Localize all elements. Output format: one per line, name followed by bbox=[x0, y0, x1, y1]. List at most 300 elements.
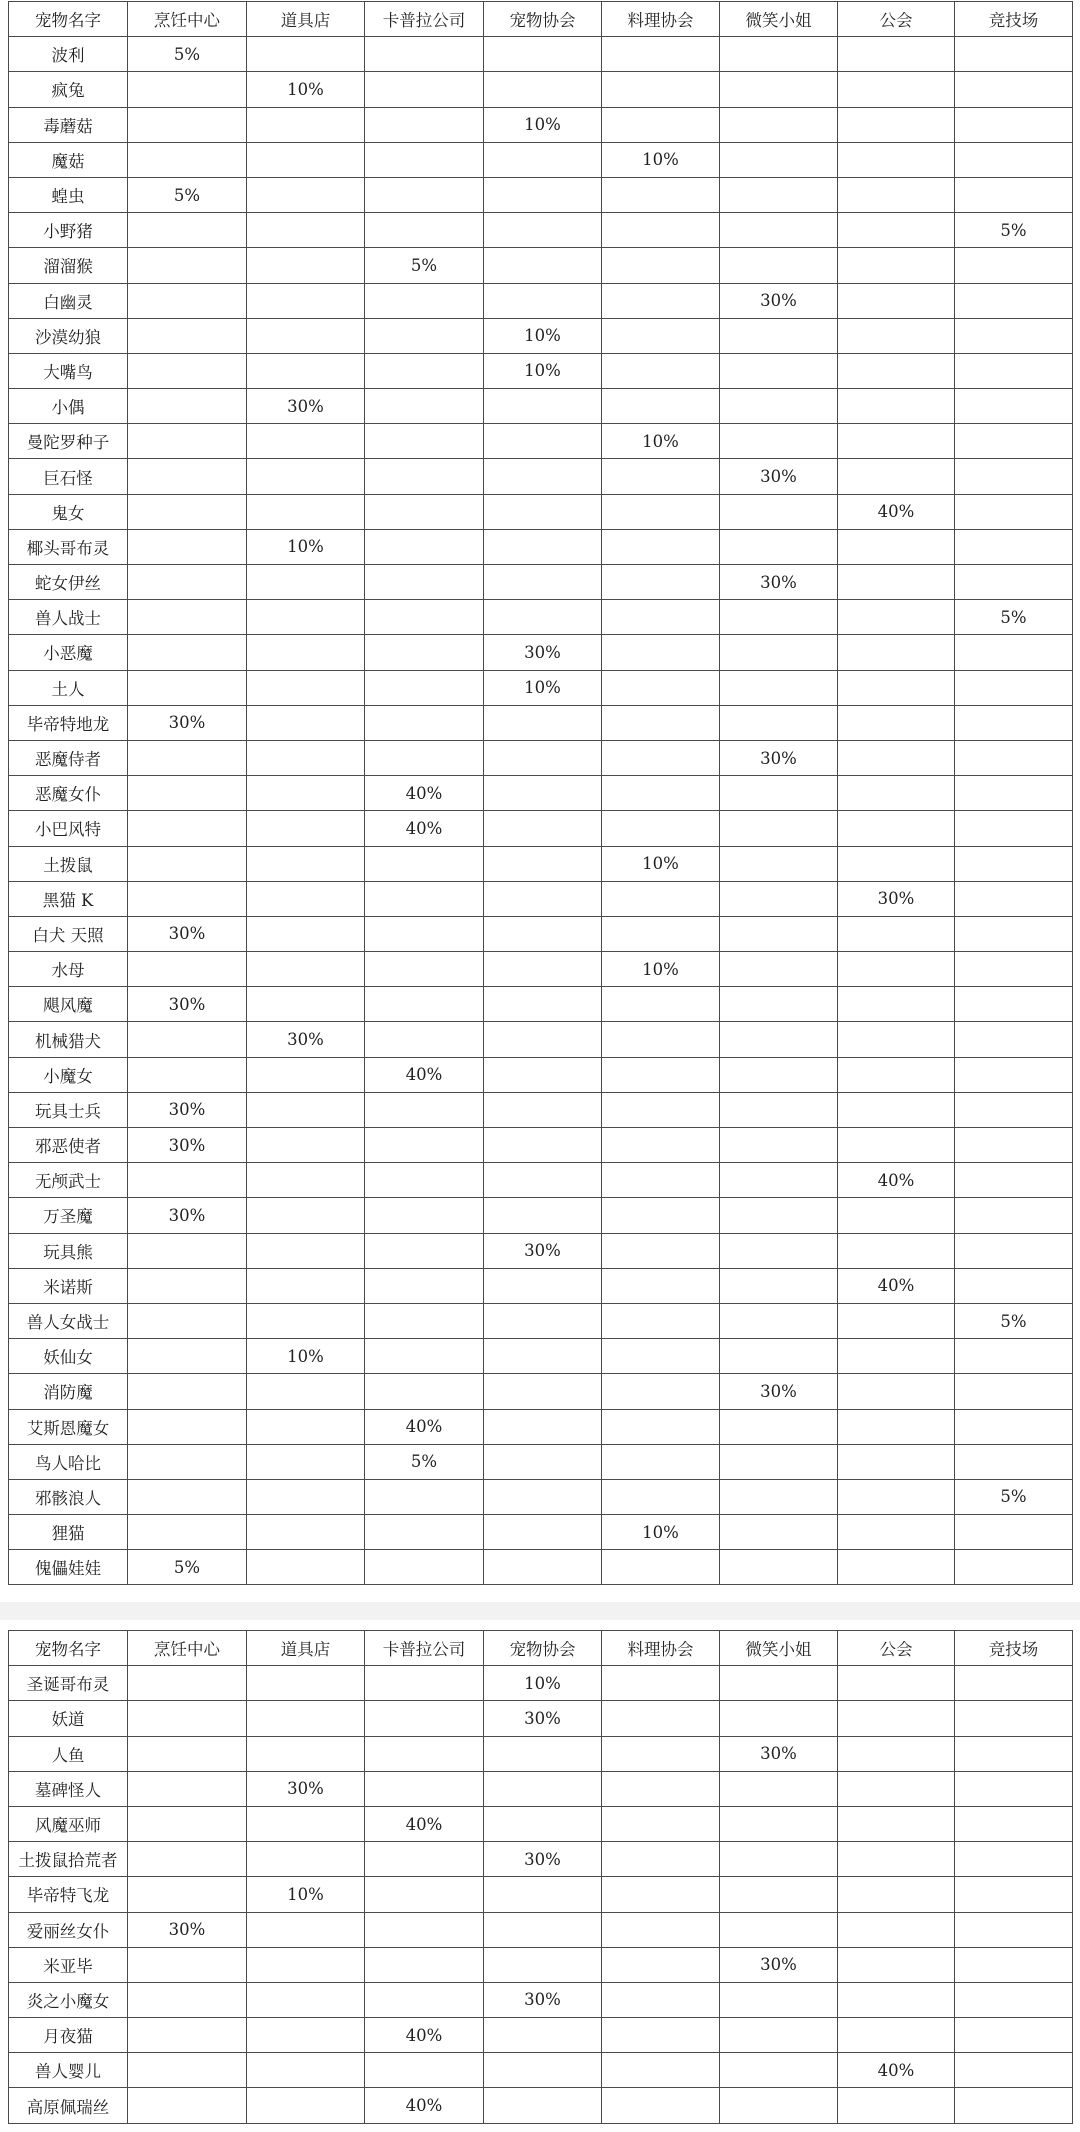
rate-cell bbox=[247, 1479, 365, 1514]
rate-cell bbox=[128, 1806, 247, 1841]
pet-table-2 bbox=[8, 1630, 1073, 2124]
rate-cell bbox=[955, 142, 1073, 177]
rate-cell: 10% bbox=[484, 353, 602, 388]
rate-cell bbox=[365, 529, 484, 564]
rate-cell: 5% bbox=[365, 248, 484, 283]
rate-cell bbox=[602, 353, 720, 388]
pet-name-cell: 艾斯恩魔女 bbox=[9, 1409, 128, 1444]
rate-cell bbox=[365, 987, 484, 1022]
rate-cell bbox=[955, 1666, 1073, 1701]
rate-cell bbox=[484, 1912, 602, 1947]
rate-cell bbox=[955, 1842, 1073, 1877]
pet-name-cell: 无颅武士 bbox=[9, 1163, 128, 1198]
rate-cell bbox=[838, 740, 955, 775]
column-header: 烹饪中心 bbox=[128, 2, 247, 37]
pet-name-cell: 邪恶使者 bbox=[9, 1128, 128, 1163]
rate-cell bbox=[128, 1771, 247, 1806]
table-row bbox=[9, 811, 1073, 846]
rate-cell bbox=[720, 494, 838, 529]
rate-cell bbox=[720, 1771, 838, 1806]
rate-cell: 30% bbox=[128, 1092, 247, 1127]
rate-cell bbox=[838, 142, 955, 177]
table-row bbox=[9, 881, 1073, 916]
rate-cell bbox=[365, 459, 484, 494]
table-row bbox=[9, 987, 1073, 1022]
table-row bbox=[9, 2053, 1073, 2088]
rate-cell bbox=[247, 318, 365, 353]
rate-cell bbox=[838, 1374, 955, 1409]
table-row bbox=[9, 1409, 1073, 1444]
rate-cell bbox=[602, 2053, 720, 2088]
rate-cell bbox=[720, 1666, 838, 1701]
column-header: 卡普拉公司 bbox=[365, 1631, 484, 1666]
rate-cell bbox=[247, 1666, 365, 1701]
rate-cell: 10% bbox=[602, 142, 720, 177]
pet-name-cell: 大嘴鸟 bbox=[9, 353, 128, 388]
rate-cell bbox=[128, 72, 247, 107]
table-row bbox=[9, 1842, 1073, 1877]
rate-cell bbox=[602, 529, 720, 564]
table-row bbox=[9, 37, 1073, 72]
rate-cell bbox=[602, 1912, 720, 1947]
rate-cell bbox=[484, 1806, 602, 1841]
table-row bbox=[9, 1303, 1073, 1338]
table-row bbox=[9, 1912, 1073, 1947]
rate-cell bbox=[720, 1128, 838, 1163]
rate-cell bbox=[602, 811, 720, 846]
rate-cell bbox=[955, 1022, 1073, 1057]
rate-cell bbox=[365, 1479, 484, 1514]
rate-cell bbox=[128, 776, 247, 811]
pet-name-cell: 小偶 bbox=[9, 389, 128, 424]
rate-cell bbox=[365, 1701, 484, 1736]
rate-cell bbox=[365, 424, 484, 459]
rate-cell bbox=[247, 1198, 365, 1233]
rate-cell bbox=[365, 1339, 484, 1374]
rate-cell bbox=[955, 776, 1073, 811]
rate-cell bbox=[247, 424, 365, 459]
rate-cell: 30% bbox=[247, 1771, 365, 1806]
rate-cell bbox=[720, 1550, 838, 1585]
pet-name-cell: 巨石怪 bbox=[9, 459, 128, 494]
rate-cell bbox=[365, 389, 484, 424]
rate-cell bbox=[602, 1550, 720, 1585]
rate-cell bbox=[128, 600, 247, 635]
rate-cell bbox=[955, 881, 1073, 916]
rate-cell bbox=[838, 1128, 955, 1163]
rate-cell bbox=[602, 1374, 720, 1409]
rate-cell: 30% bbox=[484, 635, 602, 670]
rate-cell bbox=[247, 1947, 365, 1982]
pet-table-1 bbox=[8, 1, 1073, 1585]
rate-cell bbox=[365, 1947, 484, 1982]
rate-cell bbox=[720, 2088, 838, 2123]
rate-cell bbox=[602, 318, 720, 353]
rate-cell: 30% bbox=[720, 1947, 838, 1982]
pet-name-cell: 白幽灵 bbox=[9, 283, 128, 318]
table-row bbox=[9, 1806, 1073, 1841]
rate-cell bbox=[720, 705, 838, 740]
column-header: 竞技场 bbox=[955, 1631, 1073, 1666]
rate-cell bbox=[955, 1877, 1073, 1912]
rate-cell bbox=[247, 1233, 365, 1268]
rate-cell: 10% bbox=[484, 1666, 602, 1701]
rate-cell bbox=[838, 1550, 955, 1585]
rate-cell bbox=[484, 72, 602, 107]
rate-cell bbox=[955, 670, 1073, 705]
rate-cell bbox=[128, 459, 247, 494]
rate-cell bbox=[247, 705, 365, 740]
rate-cell bbox=[602, 1666, 720, 1701]
rate-cell bbox=[247, 213, 365, 248]
pet-name-cell: 椰头哥布灵 bbox=[9, 529, 128, 564]
column-header: 料理协会 bbox=[602, 1631, 720, 1666]
rate-cell bbox=[128, 1303, 247, 1338]
rate-cell bbox=[484, 1198, 602, 1233]
rate-cell bbox=[128, 424, 247, 459]
rate-cell bbox=[247, 776, 365, 811]
rate-cell bbox=[838, 811, 955, 846]
rate-cell bbox=[128, 846, 247, 881]
column-header: 公会 bbox=[838, 2, 955, 37]
rate-cell: 5% bbox=[955, 600, 1073, 635]
rate-cell bbox=[484, 424, 602, 459]
rate-cell bbox=[838, 1982, 955, 2017]
rate-cell bbox=[602, 670, 720, 705]
rate-cell bbox=[247, 916, 365, 951]
rate-cell bbox=[838, 424, 955, 459]
rate-cell bbox=[128, 494, 247, 529]
pet-name-cell: 魔菇 bbox=[9, 142, 128, 177]
rate-cell: 40% bbox=[365, 1806, 484, 1841]
rate-cell bbox=[602, 916, 720, 951]
rate-cell: 10% bbox=[602, 1515, 720, 1550]
rate-cell bbox=[484, 1444, 602, 1479]
rate-cell bbox=[247, 846, 365, 881]
rate-cell bbox=[838, 1339, 955, 1374]
rate-cell: 30% bbox=[128, 1128, 247, 1163]
table-body bbox=[9, 1666, 1073, 2123]
rate-cell bbox=[720, 1701, 838, 1736]
rate-cell: 30% bbox=[720, 1736, 838, 1771]
rate-cell bbox=[365, 494, 484, 529]
rate-cell: 5% bbox=[128, 37, 247, 72]
rate-cell bbox=[955, 494, 1073, 529]
table-row bbox=[9, 2088, 1073, 2123]
rate-cell bbox=[955, 1409, 1073, 1444]
rate-cell bbox=[365, 1842, 484, 1877]
rate-cell bbox=[365, 1022, 484, 1057]
rate-cell bbox=[955, 72, 1073, 107]
rate-cell bbox=[838, 600, 955, 635]
rate-cell bbox=[247, 37, 365, 72]
rate-cell bbox=[720, 1409, 838, 1444]
rate-cell bbox=[602, 987, 720, 1022]
pet-name-cell: 炎之小魔女 bbox=[9, 1982, 128, 2017]
rate-cell bbox=[247, 142, 365, 177]
table-row bbox=[9, 1666, 1073, 1701]
pet-name-cell: 圣诞哥布灵 bbox=[9, 1666, 128, 1701]
rate-cell bbox=[484, 1479, 602, 1514]
rate-cell bbox=[955, 1947, 1073, 1982]
rate-cell bbox=[720, 846, 838, 881]
rate-cell bbox=[955, 705, 1073, 740]
pet-name-cell: 米诺斯 bbox=[9, 1268, 128, 1303]
rate-cell bbox=[365, 213, 484, 248]
rate-cell bbox=[602, 1479, 720, 1514]
rate-cell bbox=[128, 1877, 247, 1912]
table-row bbox=[9, 1515, 1073, 1550]
rate-cell: 10% bbox=[484, 670, 602, 705]
rate-cell bbox=[128, 1233, 247, 1268]
table-row bbox=[9, 1128, 1073, 1163]
rate-cell bbox=[720, 529, 838, 564]
rate-cell bbox=[365, 1374, 484, 1409]
rate-cell bbox=[128, 2053, 247, 2088]
rate-cell bbox=[720, 213, 838, 248]
rate-cell bbox=[128, 1701, 247, 1736]
rate-cell bbox=[484, 881, 602, 916]
pet-name-cell: 万圣魔 bbox=[9, 1198, 128, 1233]
rate-cell bbox=[838, 318, 955, 353]
rate-cell bbox=[602, 1339, 720, 1374]
column-header: 微笑小姐 bbox=[720, 1631, 838, 1666]
rate-cell bbox=[484, 248, 602, 283]
rate-cell bbox=[365, 37, 484, 72]
rate-cell bbox=[247, 1912, 365, 1947]
rate-cell bbox=[484, 1409, 602, 1444]
rate-cell bbox=[955, 1233, 1073, 1268]
rate-cell: 40% bbox=[838, 1163, 955, 1198]
rate-cell bbox=[720, 1339, 838, 1374]
rate-cell bbox=[484, 1550, 602, 1585]
table-row bbox=[9, 248, 1073, 283]
rate-cell bbox=[247, 459, 365, 494]
rate-cell bbox=[602, 2088, 720, 2123]
rate-cell bbox=[602, 389, 720, 424]
rate-cell bbox=[484, 459, 602, 494]
rate-cell bbox=[484, 1339, 602, 1374]
rate-cell bbox=[720, 1163, 838, 1198]
rate-cell: 30% bbox=[484, 1701, 602, 1736]
rate-cell bbox=[247, 635, 365, 670]
rate-cell bbox=[955, 1912, 1073, 1947]
column-header: 微笑小姐 bbox=[720, 2, 838, 37]
rate-cell: 30% bbox=[128, 705, 247, 740]
rate-cell bbox=[247, 1374, 365, 1409]
rate-cell bbox=[602, 1057, 720, 1092]
pet-name-cell: 曼陀罗种子 bbox=[9, 424, 128, 459]
pet-name-cell: 小魔女 bbox=[9, 1057, 128, 1092]
rate-cell bbox=[720, 318, 838, 353]
rate-cell bbox=[128, 1736, 247, 1771]
table-row bbox=[9, 213, 1073, 248]
rate-cell bbox=[720, 2018, 838, 2053]
rate-cell bbox=[484, 213, 602, 248]
rate-cell bbox=[484, 37, 602, 72]
rate-cell bbox=[484, 1268, 602, 1303]
rate-cell bbox=[838, 1092, 955, 1127]
rate-cell bbox=[365, 318, 484, 353]
rate-cell bbox=[128, 529, 247, 564]
rate-cell bbox=[128, 565, 247, 600]
rate-cell bbox=[955, 987, 1073, 1022]
column-header: 宠物协会 bbox=[484, 2, 602, 37]
rate-cell bbox=[484, 705, 602, 740]
rate-cell bbox=[128, 2018, 247, 2053]
rate-cell bbox=[247, 1736, 365, 1771]
pet-name-cell: 蝗虫 bbox=[9, 177, 128, 212]
rate-cell bbox=[247, 248, 365, 283]
rate-cell bbox=[720, 37, 838, 72]
rate-cell bbox=[247, 1701, 365, 1736]
rate-cell bbox=[955, 740, 1073, 775]
rate-cell bbox=[365, 1233, 484, 1268]
rate-cell: 40% bbox=[365, 2018, 484, 2053]
rate-cell bbox=[720, 776, 838, 811]
rate-cell bbox=[838, 705, 955, 740]
table-row bbox=[9, 177, 1073, 212]
header-row bbox=[9, 2, 1073, 37]
rate-cell bbox=[838, 776, 955, 811]
rate-cell bbox=[484, 494, 602, 529]
column-header: 公会 bbox=[838, 1631, 955, 1666]
rate-cell bbox=[955, 283, 1073, 318]
rate-cell bbox=[365, 635, 484, 670]
rate-cell bbox=[247, 565, 365, 600]
rate-cell bbox=[247, 811, 365, 846]
rate-cell bbox=[365, 916, 484, 951]
rate-cell bbox=[955, 1736, 1073, 1771]
rate-cell: 10% bbox=[247, 1877, 365, 1912]
rate-cell bbox=[484, 987, 602, 1022]
pet-name-cell: 波利 bbox=[9, 37, 128, 72]
rate-cell bbox=[955, 1198, 1073, 1233]
rate-cell: 40% bbox=[838, 2053, 955, 2088]
rate-cell bbox=[720, 1268, 838, 1303]
rate-cell bbox=[365, 1303, 484, 1338]
table-row bbox=[9, 1022, 1073, 1057]
rate-cell bbox=[602, 1806, 720, 1841]
pet-name-cell: 沙漠幼狼 bbox=[9, 318, 128, 353]
rate-cell bbox=[955, 1092, 1073, 1127]
pet-name-cell: 墓碑怪人 bbox=[9, 1771, 128, 1806]
rate-cell bbox=[365, 1736, 484, 1771]
rate-cell bbox=[838, 1701, 955, 1736]
rate-cell bbox=[365, 1982, 484, 2017]
rate-cell bbox=[720, 811, 838, 846]
rate-cell bbox=[838, 37, 955, 72]
rate-cell bbox=[838, 635, 955, 670]
rate-cell bbox=[602, 72, 720, 107]
rate-cell bbox=[365, 565, 484, 600]
rate-cell bbox=[720, 1233, 838, 1268]
rate-cell bbox=[365, 353, 484, 388]
rate-cell: 40% bbox=[365, 1057, 484, 1092]
rate-cell: 10% bbox=[247, 529, 365, 564]
rate-cell bbox=[128, 1982, 247, 2017]
pet-name-cell: 水母 bbox=[9, 952, 128, 987]
rate-cell bbox=[955, 1163, 1073, 1198]
rate-cell bbox=[365, 705, 484, 740]
table-row bbox=[9, 1736, 1073, 1771]
table-row bbox=[9, 952, 1073, 987]
rate-cell bbox=[128, 1022, 247, 1057]
table-row bbox=[9, 424, 1073, 459]
rate-cell bbox=[955, 424, 1073, 459]
table-row bbox=[9, 1374, 1073, 1409]
rate-cell bbox=[365, 72, 484, 107]
pet-name-cell: 傀儡娃娃 bbox=[9, 1550, 128, 1585]
rate-cell bbox=[602, 1268, 720, 1303]
rate-cell bbox=[484, 1736, 602, 1771]
rate-cell bbox=[365, 740, 484, 775]
table-row bbox=[9, 1877, 1073, 1912]
pet-name-cell: 人鱼 bbox=[9, 1736, 128, 1771]
table-row bbox=[9, 283, 1073, 318]
rate-cell bbox=[602, 1128, 720, 1163]
rate-cell bbox=[955, 107, 1073, 142]
rate-cell bbox=[247, 1550, 365, 1585]
rate-cell: 5% bbox=[128, 177, 247, 212]
rate-cell bbox=[365, 177, 484, 212]
table-row bbox=[9, 600, 1073, 635]
column-header: 宠物名字 bbox=[9, 2, 128, 37]
rate-cell: 40% bbox=[365, 1409, 484, 1444]
rate-cell bbox=[602, 1947, 720, 1982]
table-row bbox=[9, 1982, 1073, 2017]
rate-cell bbox=[955, 952, 1073, 987]
rate-cell bbox=[955, 2088, 1073, 2123]
rate-cell bbox=[838, 1233, 955, 1268]
rate-cell bbox=[955, 1339, 1073, 1374]
rate-cell bbox=[838, 529, 955, 564]
table-row bbox=[9, 1163, 1073, 1198]
rate-cell bbox=[128, 1268, 247, 1303]
table-row bbox=[9, 389, 1073, 424]
column-header: 宠物协会 bbox=[484, 1631, 602, 1666]
rate-cell bbox=[602, 1163, 720, 1198]
rate-cell bbox=[247, 107, 365, 142]
rate-cell bbox=[720, 1022, 838, 1057]
rate-cell bbox=[720, 424, 838, 459]
rate-cell bbox=[365, 670, 484, 705]
rate-cell bbox=[720, 1303, 838, 1338]
rate-cell: 30% bbox=[720, 1374, 838, 1409]
rate-cell bbox=[602, 459, 720, 494]
rate-cell bbox=[484, 283, 602, 318]
rate-cell bbox=[484, 1163, 602, 1198]
rate-cell bbox=[365, 881, 484, 916]
rate-cell bbox=[955, 635, 1073, 670]
pet-name-cell: 狸猫 bbox=[9, 1515, 128, 1550]
rate-cell bbox=[484, 1374, 602, 1409]
table-row bbox=[9, 142, 1073, 177]
rate-cell bbox=[720, 177, 838, 212]
rate-cell bbox=[484, 2018, 602, 2053]
pet-name-cell: 蛇女伊丝 bbox=[9, 565, 128, 600]
rate-cell bbox=[838, 1057, 955, 1092]
rate-cell bbox=[720, 1877, 838, 1912]
rate-cell bbox=[484, 1057, 602, 1092]
rate-cell bbox=[602, 600, 720, 635]
rate-cell: 40% bbox=[365, 776, 484, 811]
pet-name-cell: 小巴风特 bbox=[9, 811, 128, 846]
rate-cell bbox=[484, 811, 602, 846]
rate-cell bbox=[838, 952, 955, 987]
rate-cell bbox=[838, 1947, 955, 1982]
table-row bbox=[9, 1339, 1073, 1374]
